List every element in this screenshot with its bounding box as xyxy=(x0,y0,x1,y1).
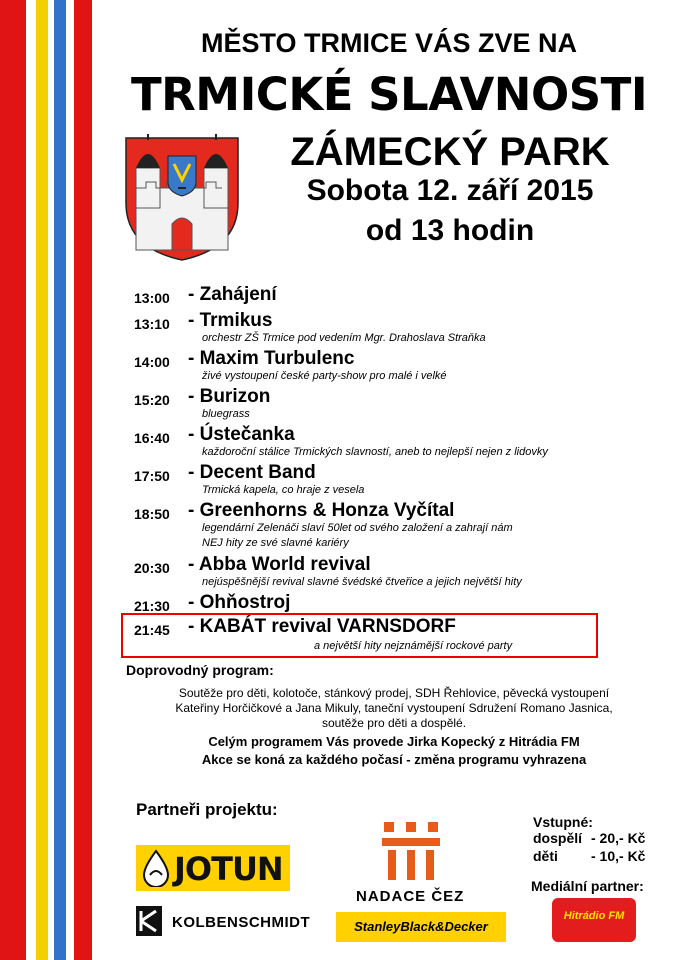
program-desc: Trmická kapela, co hraje z vesela xyxy=(202,484,365,496)
stripe-red-outer xyxy=(0,0,26,960)
program-name: - Ohňostroj xyxy=(188,592,291,613)
hitradio-logo xyxy=(552,898,636,942)
venue: ZÁMECKÝ PARK xyxy=(290,130,610,174)
program-desc: živé vystoupení české party-show pro malé i velké xyxy=(202,370,447,382)
weather-line: Akce se koná za každého počasí - změna programu vyhrazena xyxy=(201,752,587,767)
jotun-drop-icon xyxy=(140,849,172,887)
program-time: 15:20 xyxy=(134,392,170,408)
program-name: - KABÁT revival VARNSDORF xyxy=(188,616,456,637)
program-desc: orchestr ZŠ Trmice pod vedením Mgr. Drahoslava Straňka xyxy=(202,332,486,344)
stripe-yellow xyxy=(36,0,48,960)
stanley-wordmark: StanleyBlack&Decker xyxy=(354,919,488,934)
host-line: Celým programem Vás provede Jirka Kopecký z Hitrádia FM xyxy=(208,734,580,749)
program-desc: NEJ hity ze své slavné kariéry xyxy=(202,537,349,549)
program-name: - Ústečanka xyxy=(188,424,295,445)
media-partner-heading: Mediální partner: xyxy=(531,878,644,894)
stanley-logo xyxy=(336,912,506,942)
coat-of-arms-icon xyxy=(122,128,242,263)
stripe-red-inner xyxy=(74,0,92,960)
accompanying-line: Soutěže pro děti, kolotoče, stánkový prodej, SDH Řehlovice, pěvecká vystoupení xyxy=(178,686,610,700)
program-name: - Decent Band xyxy=(188,462,316,483)
jotun-wordmark: JOTUN xyxy=(174,850,283,888)
program-time: 21:30 xyxy=(134,598,170,614)
headliner-highlight-box xyxy=(121,613,598,658)
entry-row-adults xyxy=(533,830,645,846)
program-time: 13:00 xyxy=(134,290,170,306)
kolbenschmidt-wordmark: KOLBENSCHMIDT xyxy=(172,914,311,931)
program-desc: bluegrass xyxy=(202,408,250,420)
stripe-white-1 xyxy=(26,0,36,960)
accompanying-line: soutěže pro děti a dospělé. xyxy=(321,716,467,730)
program-time: 14:00 xyxy=(134,354,170,370)
nadace-cez-icon xyxy=(380,820,442,882)
event-date: Sobota 12. září 2015 xyxy=(306,174,594,207)
program-name: - Greenhorns & Honza Vyčítal xyxy=(188,500,455,521)
program-name: - Zahájení xyxy=(188,284,277,305)
stripe-white-3 xyxy=(66,0,74,960)
program-time: 20:30 xyxy=(134,560,170,576)
event-title: TRMICKÉ SLAVNOSTI xyxy=(130,68,648,121)
jotun-logo xyxy=(136,845,290,891)
program-time: 17:50 xyxy=(134,468,170,484)
program-desc: nejúspěšnější revival slavné švédské čtveřice a jejich největší hity xyxy=(202,576,522,588)
entry-label: dospělí xyxy=(533,830,583,846)
program-desc: a největší hity nejznámější rockové party xyxy=(314,640,513,652)
entry-price: - 10,- Kč xyxy=(591,848,646,864)
program-desc: legendární Zelenáči slaví 50let od svého založení a zahrají nám xyxy=(202,522,513,534)
program-name: - Trmikus xyxy=(188,310,273,331)
entry-price: - 20,- Kč xyxy=(591,830,646,846)
program-desc: každoroční stálice Trmických slavností, aneb to nejlepší nejen z lidovky xyxy=(202,446,548,458)
accompanying-heading: Doprovodný program: xyxy=(126,662,274,678)
program-name: - Burizon xyxy=(188,386,271,407)
invite-line: MĚSTO TRMICE VÁS ZVE NA xyxy=(200,28,578,58)
program-time: 18:50 xyxy=(134,506,170,522)
entry-row-children xyxy=(533,848,645,864)
entry-label: děti xyxy=(533,848,558,864)
entry-heading: Vstupné: xyxy=(533,814,593,830)
program-time: 13:10 xyxy=(134,316,170,332)
stripe-blue xyxy=(54,0,66,960)
partners-heading: Partneři projektu: xyxy=(136,800,278,819)
program-time: 16:40 xyxy=(134,430,170,446)
event-time: od 13 hodin xyxy=(365,214,535,247)
accompanying-line: Kateřiny Horčičkové a Jana Mikuly, taneční vystoupení Sdružení Romano Jasnica, xyxy=(175,701,613,715)
program-name: - Maxim Turbulenc xyxy=(188,348,355,369)
nadace-cez-wordmark: NADACE ČEZ xyxy=(356,888,465,905)
hitradio-wordmark: Hitrádio FM xyxy=(563,910,625,922)
kolbenschmidt-mark-icon xyxy=(136,906,162,936)
program-name: - Abba World revival xyxy=(188,554,371,575)
program-time: 21:45 xyxy=(134,622,170,638)
